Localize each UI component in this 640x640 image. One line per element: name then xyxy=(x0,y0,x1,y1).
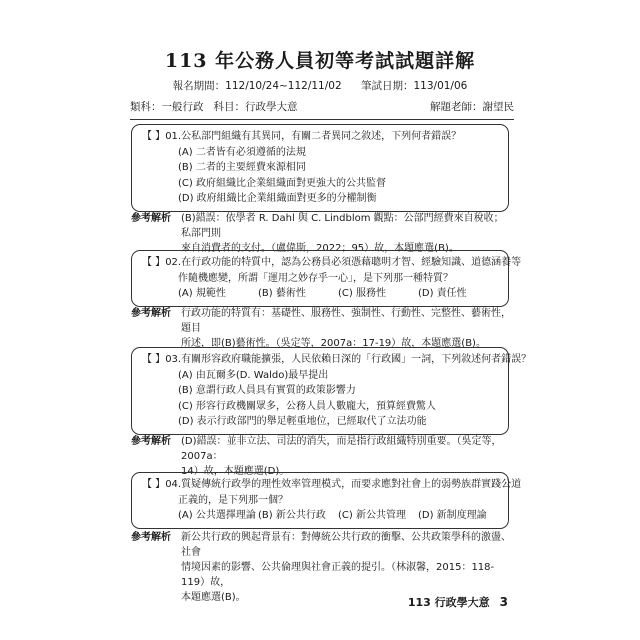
question-number: 03. xyxy=(165,354,182,365)
options-row xyxy=(142,286,502,302)
page-title: 113 年公務人員初等考試試題詳解 xyxy=(164,50,476,72)
answer-line: 本題應選(B)。 xyxy=(181,592,246,603)
answer-explanation xyxy=(131,306,511,351)
question-number: 02. xyxy=(165,257,182,268)
answer-line: (B)錯誤：依學者 R. Dahl 與 C. Lindblom 觀點：公部門經費來自稅收；私部門則 xyxy=(181,213,504,239)
question-box xyxy=(131,124,509,212)
page-number: 3 xyxy=(499,595,508,609)
answer-line: 來自消費者的支付。（盧偉斯，2022；95）故，本題應選(B)。 xyxy=(181,243,459,254)
answer-line: 所述，即(B)藝術性。（吳定等，2007a：17-19）故，本題應選(B)。 xyxy=(181,338,486,349)
option: (D) 表示行政部門的舉足輕重地位，已經取代了立法功能 xyxy=(178,416,427,427)
option: (D) 政府組織比企業組織面對更多的分權制衡 xyxy=(178,193,377,204)
question-box xyxy=(131,250,522,307)
exam-date: 筆試日期：113/01/06 xyxy=(360,80,468,92)
option: (A) 公共選擇理論 xyxy=(178,510,256,521)
subject: 科目：行政學大意 xyxy=(213,101,298,113)
option: (C) 服務性 xyxy=(338,288,386,299)
question-text: 正義的，是下列那一個？ xyxy=(178,494,288,506)
answer-line: 新公共行政的興起背景有：對傳統公共行政的衝擊、公共政策學科的激盪、社會 xyxy=(181,532,511,558)
page-footer xyxy=(408,594,508,610)
option: (B) 意謂行政人員具有實質的政策影響力 xyxy=(178,385,356,396)
option: (C) 政府組織比企業組織面對更強大的公共監督 xyxy=(178,177,386,189)
answer-label: 參考解析 xyxy=(131,436,171,447)
answer-line: 行政功能的特質有：基礎性、服務性、強制性、行動性、完整性、藝術性，題目 xyxy=(181,308,511,334)
option: (C) 新公共管理 xyxy=(338,510,406,521)
question-number: 01. xyxy=(165,131,182,142)
footer-label: 113 行政學大意 xyxy=(407,596,490,609)
exam-meta xyxy=(130,99,514,120)
answer-line: (D)錯誤：並非立法、司法的消失，而是指行政組織特別重要。（吳定等，2007a： xyxy=(181,436,502,462)
question-text: 有關形容政府職能擴張，人民依賴日深的「行政國」一詞，下列敘述何者錯誤？ xyxy=(181,354,532,365)
question-box xyxy=(131,472,522,529)
option: (B) 新公共行政 xyxy=(258,510,326,521)
option: (A) 由瓦爾多(D. Waldo)最早提出 xyxy=(178,369,329,381)
category: 類科：一般行政 xyxy=(130,101,204,113)
question-box xyxy=(131,347,532,435)
answer-bracket: 【 】 xyxy=(142,257,166,268)
option: (A) 規範性 xyxy=(178,288,226,299)
answer-label: 參考解析 xyxy=(131,308,171,319)
option: (A) 二者皆有必須遵循的法規 xyxy=(178,146,306,158)
exam-dates xyxy=(0,78,640,93)
option: (D) 新制度理論 xyxy=(418,510,487,521)
question-text: 質疑傳統行政學的理性效率管理模式，而要求應對社會上的弱勢族群實踐公道 xyxy=(181,479,522,490)
question-text: 作隨機應變，所謂「運用之妙存乎一心」，是下列那一種特質？ xyxy=(178,272,453,284)
answer-line: 情境因素的影響、公共倫理與社會正義的提引。（林淑馨，2015：118-119）故， xyxy=(181,562,495,588)
registration-period: 報名期間：112/10/24~112/11/02 xyxy=(172,80,342,92)
answer-bracket: 【 】 xyxy=(142,131,166,142)
options-row xyxy=(142,508,502,524)
option: (D) 責任性 xyxy=(418,288,467,299)
question-text: 公私部門組織有其異同，有關二者異同之敘述，下列何者錯誤？ xyxy=(181,131,462,142)
answer-bracket: 【 】 xyxy=(142,354,166,365)
question-number: 04. xyxy=(165,479,182,490)
answer-line: 14）故，本題應選(D)。 xyxy=(181,466,290,477)
option: (B) 二者的主要經費來源相同 xyxy=(178,162,306,173)
option: (B) 藝術性 xyxy=(258,288,306,299)
answer-bracket: 【 】 xyxy=(142,479,166,490)
answer-label: 參考解析 xyxy=(131,213,171,224)
author: 解題老師：謝望民 xyxy=(430,101,514,113)
option: (C) 形容行政機關眾多，公務人員人數龐大，預算經費驚人 xyxy=(178,400,436,412)
question-text: 在行政功能的特質中，認為公務員必須憑藉聰明才智、經驗知識、道德涵養等 xyxy=(181,257,522,268)
answer-label: 參考解析 xyxy=(131,532,171,543)
